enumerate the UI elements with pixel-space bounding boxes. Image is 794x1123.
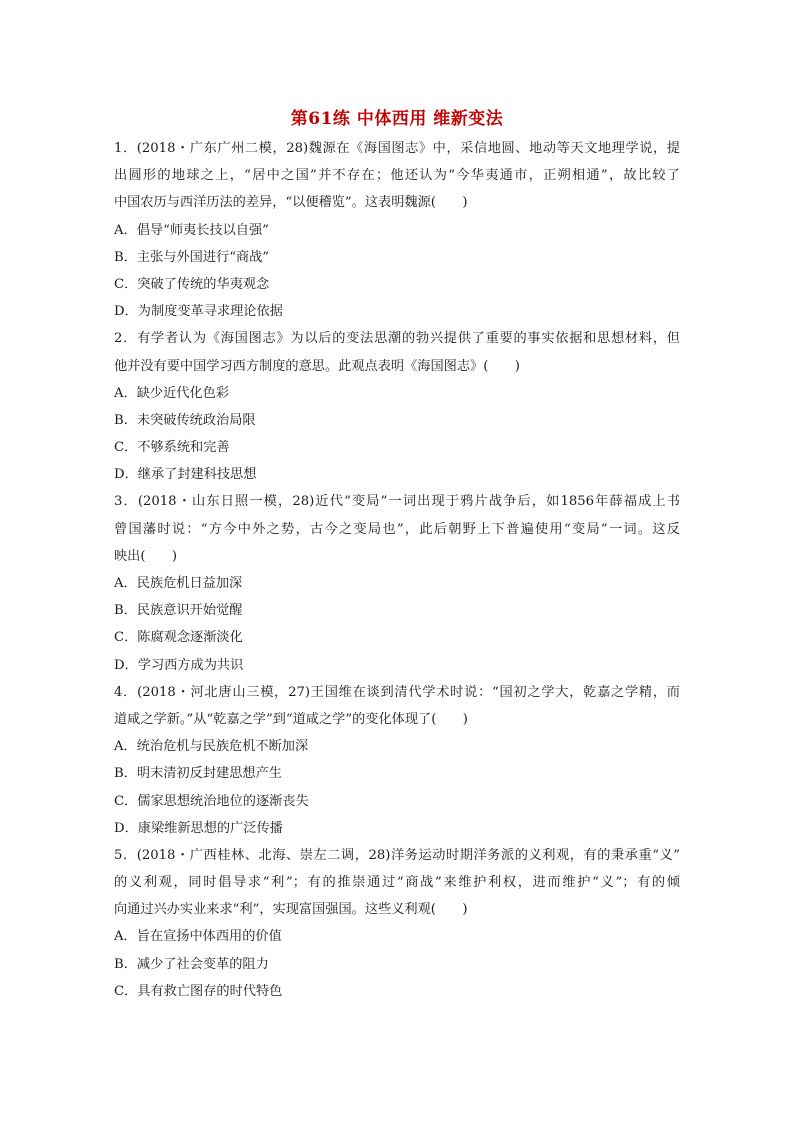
question-stem	[114, 135, 680, 217]
stem-line: 他并没有要中国学习西方制度的意思。此观点表明《海国图志》( )	[114, 358, 520, 374]
question-stem	[114, 325, 680, 379]
stem-line: 2．有学者认为《海国图志》为以后的变法思潮的勃兴提供了重要的事实依据和思想材料，但	[114, 331, 680, 347]
option-b: B．减少了社会变革的阻力	[114, 956, 269, 972]
option-a: A．民族危机日益加深	[114, 576, 243, 591]
question-stem	[114, 842, 680, 924]
stem-line: 曾国藩时说：“方今中外之势，古今之变局也”，此后朝野上下普遍使用“变局”一词。这反	[114, 521, 680, 537]
option-b: B．明末清初反封建思想产生	[114, 766, 282, 782]
question-stem	[114, 679, 680, 733]
option-a: A．缺少近代化色彩	[114, 385, 230, 401]
option-d: D．为制度变革寻求理论依据	[114, 304, 283, 320]
option-a: A．统治危机与民族危机不断加深	[114, 739, 309, 755]
question-3	[114, 488, 680, 678]
option-a: A．倡导“师夷长技以自强”	[114, 222, 269, 238]
question-5	[114, 842, 680, 1005]
page-title: 第61练 中体西用 维新变法	[290, 109, 504, 129]
option-c: C．陈腐观念逐渐淡化	[114, 630, 243, 646]
option-b: B．主张与外国进行“商战”	[114, 249, 270, 265]
option-a: A．旨在宣扬中体西用的价值	[114, 929, 282, 945]
stem-line: 3．(2018・山东日照一模，28)近代“变局”一词出现于鸦片战争后，如1856年薛福成上书	[114, 494, 680, 510]
stem-line: 中国农历与西洋历法的差异，“以便稽览”。这表明魏源( )	[114, 195, 468, 211]
option-d: D．继承了封建科技思想	[114, 467, 257, 483]
stem-line: 的义利观，同时倡导求“利”；有的推崇通过“商战”来维护利权，进而维护“义”；有的倾	[114, 875, 680, 891]
option-d: D．学习西方成为共识	[114, 657, 244, 673]
stem-line: 映出( )	[114, 548, 178, 564]
stem-line: 出圆形的地球之上，“居中之国”并不存在；他还认为“今华夷通市，正朔相通”，故比较了	[114, 168, 680, 184]
question-list	[114, 135, 680, 1005]
option-d: D．康梁维新思想的广泛传播	[114, 820, 283, 836]
question-stem	[114, 488, 680, 570]
stem-line: 道咸之学新。”从“乾嘉之学”到“道咸之学”的变化体现了( )	[114, 711, 468, 727]
option-c: C．突破了传统的华夷观念	[114, 276, 270, 292]
stem-line: 向通过兴办实业来求“利”，实现富国强国。这些义利观( )	[114, 902, 468, 918]
question-4	[114, 679, 680, 842]
option-b: B．民族意识开始觉醒	[114, 603, 243, 619]
option-c: C．具有救亡图存的时代特色	[114, 983, 283, 999]
option-b: B．未突破传统政治局限	[114, 412, 256, 428]
option-c: C．儒家思想统治地位的逐渐丧失	[114, 793, 309, 809]
stem-line: 1．(2018・广东广州二模，28)魏源在《海国图志》中，采信地圆、地动等天文地理学说，提	[114, 141, 680, 156]
question-1	[114, 135, 680, 325]
question-2	[114, 325, 680, 488]
option-c: C．不够系统和完善	[114, 440, 230, 456]
stem-line: 5．(2018・广西桂林、北海、崇左二调，28)洋务运动时期洋务派的义利观，有的秉承重“义”	[114, 847, 680, 863]
stem-line: 4．(2018・河北唐山三模，27)王国维在谈到清代学术时说：“国初之学大，乾嘉之学精，而	[114, 684, 680, 700]
